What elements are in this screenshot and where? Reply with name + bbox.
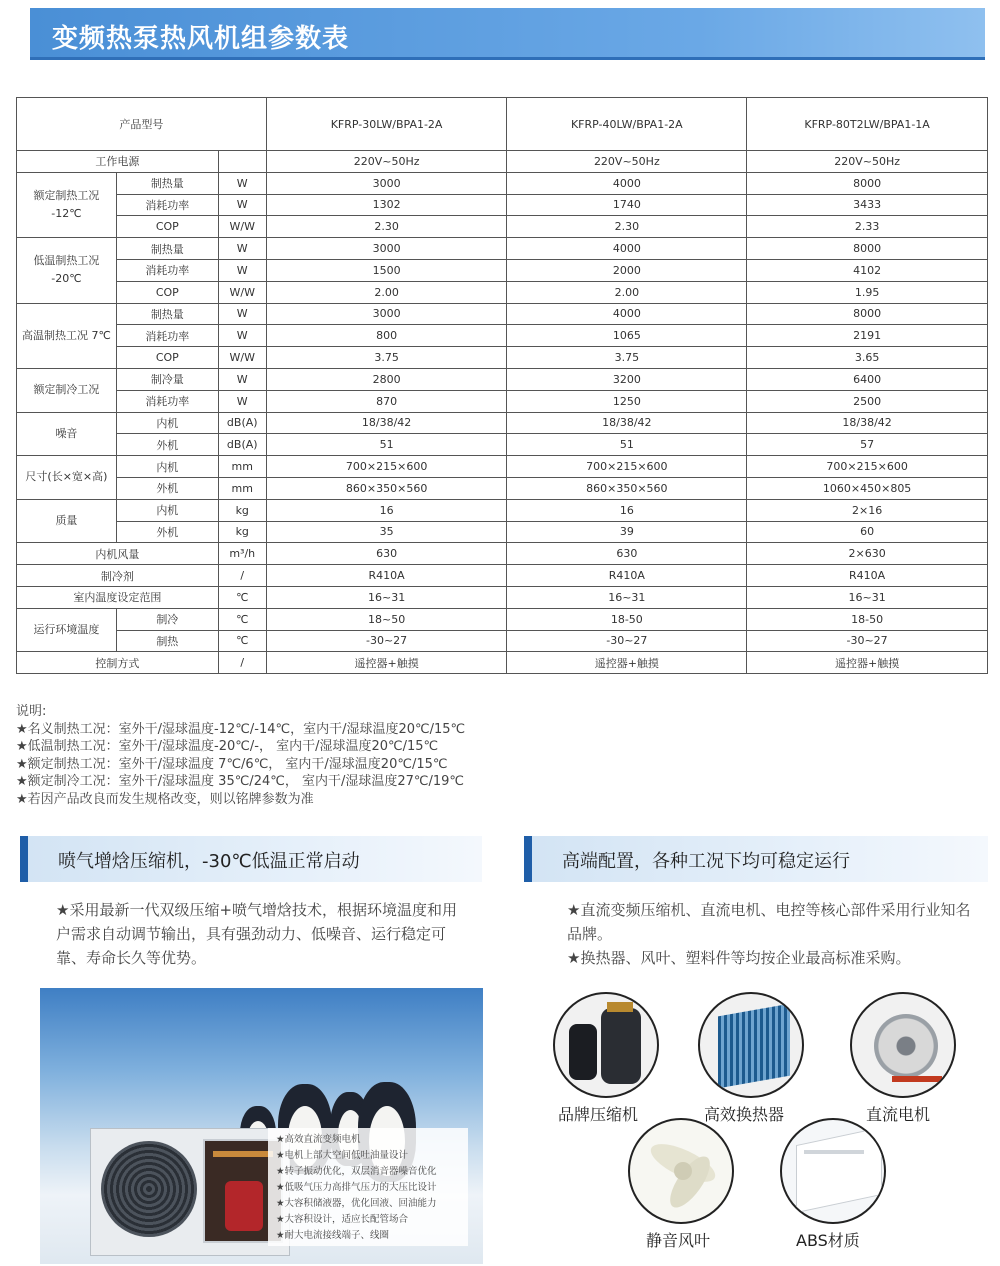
value-cell: 2191 xyxy=(747,325,988,347)
note-line: ★名义制热工况：室外干/湿球温度-12℃/-14℃，室内干/湿球温度20℃/15℃ xyxy=(16,721,466,737)
unit-cell: W xyxy=(218,390,266,412)
value-cell: R410A xyxy=(507,565,747,587)
table-row xyxy=(17,565,988,587)
spec-table xyxy=(16,97,988,674)
value-cell: 860×350×560 xyxy=(507,477,747,499)
title-banner xyxy=(30,8,985,60)
value-cell: -30~27 xyxy=(507,630,747,652)
section-right-heading-text: 高端配置，各种工况下均可稳定运行 xyxy=(562,851,850,872)
feature-item: ★大容积设计，适应长配管场合 xyxy=(276,1214,409,1225)
value-cell: R410A xyxy=(747,565,988,587)
value-cell: 8000 xyxy=(747,172,988,194)
value-cell: 2.33 xyxy=(747,216,988,238)
unit-cell: W xyxy=(218,259,266,281)
unit-cell: W xyxy=(218,238,266,260)
table-row xyxy=(17,499,988,521)
note-line: ★额定制热工况：室外干/湿球温度 7℃/6℃， 室内干/湿球温度20℃/15℃ xyxy=(16,756,448,772)
value-cell: 870 xyxy=(266,390,507,412)
value-cell: 1065 xyxy=(507,325,747,347)
value-cell: 1740 xyxy=(507,194,747,216)
group-label: 低温制热工况 -20℃ xyxy=(17,238,117,303)
value-cell: 3200 xyxy=(507,368,747,390)
unit-cell: kg xyxy=(218,499,266,521)
header-label: 产品型号 xyxy=(17,98,267,151)
unit-cell: W/W xyxy=(218,216,266,238)
unit-cell: dB(A) xyxy=(218,434,266,456)
table-row xyxy=(17,521,988,543)
item-label: 消耗功率 xyxy=(116,325,218,347)
feature-item: ★大容积储液器，优化回液、回油能力 xyxy=(276,1198,437,1209)
table-row xyxy=(17,652,988,674)
unit-cell: W xyxy=(218,194,266,216)
value-cell: -30~27 xyxy=(266,630,507,652)
item-label: 外机 xyxy=(116,434,218,456)
value-cell: 18/38/42 xyxy=(507,412,747,434)
value-cell: 2500 xyxy=(747,390,988,412)
value-cell: 8000 xyxy=(747,303,988,325)
unit-cell: ℃ xyxy=(218,630,266,652)
section-left-heading xyxy=(20,836,482,882)
item-label: 外机 xyxy=(116,477,218,499)
table-row xyxy=(17,586,988,608)
section-left-heading-text: 喷气增焓压缩机，-30℃低温正常启动 xyxy=(58,851,360,872)
value-cell: 4102 xyxy=(747,259,988,281)
value-cell: 16~31 xyxy=(747,586,988,608)
note-line: ★额定制冷工况：室外干/湿球温度 35℃/24℃， 室内干/湿球温度27℃/19℃ xyxy=(16,774,465,789)
value-cell: 16~31 xyxy=(266,586,507,608)
value-cell: 4000 xyxy=(507,303,747,325)
feature-item: ★转子振动优化，双层消音器噪音优化 xyxy=(276,1166,437,1177)
value-cell: 18/38/42 xyxy=(747,412,988,434)
group-label: 噪音 xyxy=(17,412,117,456)
value-cell: 2.00 xyxy=(507,281,747,303)
value-cell: 2.30 xyxy=(507,216,747,238)
fan-grille xyxy=(101,1141,197,1237)
table-row xyxy=(17,412,988,434)
value-cell: 3.75 xyxy=(507,347,747,369)
value-cell: 700×215×600 xyxy=(747,456,988,478)
value-cell: 51 xyxy=(266,434,507,456)
value-cell: 16~31 xyxy=(507,586,747,608)
value-cell: 1250 xyxy=(507,390,747,412)
item-label: 内机 xyxy=(116,456,218,478)
fan-blade-image xyxy=(628,1118,734,1224)
table-row xyxy=(17,543,988,565)
table-row xyxy=(17,390,988,412)
item-label: 制热量 xyxy=(116,172,218,194)
notes-heading: 说明: xyxy=(16,704,47,719)
product-photo xyxy=(40,988,483,1264)
value-cell: 2.00 xyxy=(266,281,507,303)
table-row xyxy=(17,347,988,369)
unit-cell: W xyxy=(218,368,266,390)
table-row xyxy=(17,172,988,194)
unit-cell: W/W xyxy=(218,281,266,303)
table-row xyxy=(17,238,988,260)
feature-item: ★高效直流变频电机 xyxy=(276,1134,361,1145)
unit-cell: m³/h xyxy=(218,543,266,565)
value-cell: -30~27 xyxy=(747,630,988,652)
value-cell: 遥控器+触摸 xyxy=(507,652,747,674)
value-cell: 3000 xyxy=(266,238,507,260)
feature-item: ★电机上部大空间低吐油量设计 xyxy=(276,1150,409,1161)
group-label: 尺寸(长×宽×高) xyxy=(17,456,117,500)
value-cell: 18-50 xyxy=(507,608,747,630)
value-cell: 1500 xyxy=(266,259,507,281)
row-label: 控制方式 xyxy=(17,652,219,674)
feature-list xyxy=(268,1128,468,1246)
value-cell: 630 xyxy=(507,543,747,565)
item-label: 制冷 xyxy=(116,608,218,630)
value-cell: 2×630 xyxy=(747,543,988,565)
unit-cell xyxy=(218,151,266,173)
value-cell: 2×16 xyxy=(747,499,988,521)
group-label: 运行环境温度 xyxy=(17,608,117,652)
value-cell: 16 xyxy=(507,499,747,521)
value-cell: 遥控器+触摸 xyxy=(747,652,988,674)
item-label: 制热量 xyxy=(116,238,218,260)
value-cell: R410A xyxy=(266,565,507,587)
note-line: ★若因产品改良而发生规格改变，则以铭牌参数为准 xyxy=(16,791,314,807)
outdoor-unit-image xyxy=(90,1128,290,1256)
group-label: 质量 xyxy=(17,499,117,543)
value-cell: 6400 xyxy=(747,368,988,390)
row-label: 制冷剂 xyxy=(17,565,219,587)
value-cell: 35 xyxy=(266,521,507,543)
section-left-text: ★采用最新一代双级压缩+喷气增焓技术，根据环境温度和用户需求自动调节输出，具有强劲动力、低噪音、运行稳定可靠、寿命长久等优势。 xyxy=(56,901,458,967)
unit-cell: W xyxy=(218,172,266,194)
component-caption: 高效换热器 xyxy=(704,1105,785,1124)
value-cell: 220V~50Hz xyxy=(747,151,988,173)
feature-item: ★耐大电流接线端子、线圈 xyxy=(276,1230,390,1241)
table-row xyxy=(17,303,988,325)
value-cell: 39 xyxy=(507,521,747,543)
item-label: COP xyxy=(116,216,218,238)
compressor-image xyxy=(553,992,659,1098)
table-row xyxy=(17,456,988,478)
value-cell: 51 xyxy=(507,434,747,456)
dc-motor-image xyxy=(850,992,956,1098)
unit-cell: mm xyxy=(218,456,266,478)
value-cell: 220V~50Hz xyxy=(266,151,507,173)
group-label: 额定制热工况 -12℃ xyxy=(17,172,117,237)
value-cell: 1.95 xyxy=(747,281,988,303)
section-right-text-2: ★换热器、风叶、塑料件等均按企业最高标准采购。 xyxy=(567,949,911,967)
value-cell: 1302 xyxy=(266,194,507,216)
value-cell: 2800 xyxy=(266,368,507,390)
item-label: COP xyxy=(116,347,218,369)
item-label: 制冷量 xyxy=(116,368,218,390)
page-title: 变频热泵热风机组参数表 xyxy=(52,24,350,54)
item-label: 消耗功率 xyxy=(116,390,218,412)
table-row xyxy=(17,368,988,390)
table-row xyxy=(17,434,988,456)
table-row xyxy=(17,216,988,238)
value-cell: 60 xyxy=(747,521,988,543)
row-label: 工作电源 xyxy=(17,151,219,173)
value-cell: 2.30 xyxy=(266,216,507,238)
item-label: 内机 xyxy=(116,412,218,434)
value-cell: 3.75 xyxy=(266,347,507,369)
row-label: 室内温度设定范围 xyxy=(17,586,219,608)
unit-cell: kg xyxy=(218,521,266,543)
item-label: 制热量 xyxy=(116,303,218,325)
table-row xyxy=(17,194,988,216)
group-label: 高温制热工况 7℃ xyxy=(17,303,117,368)
item-label: 外机 xyxy=(116,521,218,543)
note-line: ★低温制热工况：室外干/湿球温度-20℃/-， 室内干/湿球温度20℃/15℃ xyxy=(16,739,439,754)
model-3: KFRP-80T2LW/BPA1-1A xyxy=(747,98,988,151)
table-row xyxy=(17,477,988,499)
table-row xyxy=(17,259,988,281)
component-caption: 静音风叶 xyxy=(646,1231,711,1250)
item-label: 内机 xyxy=(116,499,218,521)
component-caption: 品牌压缩机 xyxy=(558,1105,639,1124)
unit-cell: ℃ xyxy=(218,608,266,630)
value-cell: 遥控器+触摸 xyxy=(266,652,507,674)
value-cell: 18~50 xyxy=(266,608,507,630)
table-row xyxy=(17,325,988,347)
notes xyxy=(16,703,465,808)
table-row xyxy=(17,608,988,630)
section-right-heading xyxy=(524,836,988,882)
unit-cell: dB(A) xyxy=(218,412,266,434)
value-cell: 3.65 xyxy=(747,347,988,369)
value-cell: 18/38/42 xyxy=(266,412,507,434)
feature-item: ★低吸气压力高排气压力的大压比设计 xyxy=(276,1182,437,1193)
value-cell: 16 xyxy=(266,499,507,521)
value-cell: 1060×450×805 xyxy=(747,477,988,499)
unit-cell: / xyxy=(218,652,266,674)
unit-cell: W xyxy=(218,325,266,347)
item-label: 制热 xyxy=(116,630,218,652)
value-cell: 4000 xyxy=(507,238,747,260)
value-cell: 220V~50Hz xyxy=(507,151,747,173)
unit-cell: W/W xyxy=(218,347,266,369)
value-cell: 2000 xyxy=(507,259,747,281)
value-cell: 800 xyxy=(266,325,507,347)
unit-cell: W xyxy=(218,303,266,325)
value-cell: 3433 xyxy=(747,194,988,216)
table-row xyxy=(17,630,988,652)
unit-cell: / xyxy=(218,565,266,587)
row-label: 内机风量 xyxy=(17,543,219,565)
value-cell: 3000 xyxy=(266,303,507,325)
value-cell: 860×350×560 xyxy=(266,477,507,499)
value-cell: 700×215×600 xyxy=(507,456,747,478)
unit-cell: ℃ xyxy=(218,586,266,608)
component-caption: 直流电机 xyxy=(866,1105,931,1124)
value-cell: 18-50 xyxy=(747,608,988,630)
model-1: KFRP-30LW/BPA1-2A xyxy=(266,98,507,151)
component-caption: ABS材质 xyxy=(796,1231,860,1250)
group-label: 额定制冷工况 xyxy=(17,368,117,412)
item-label: 消耗功率 xyxy=(116,194,218,216)
value-cell: 700×215×600 xyxy=(266,456,507,478)
value-cell: 3000 xyxy=(266,172,507,194)
value-cell: 8000 xyxy=(747,238,988,260)
abs-casing-image xyxy=(780,1118,886,1224)
table-row xyxy=(17,151,988,173)
model-2: KFRP-40LW/BPA1-2A xyxy=(507,98,747,151)
section-right-text-1: ★直流变频压缩机、直流电机、电控等核心部件采用行业知名品牌。 xyxy=(567,901,971,943)
item-label: 消耗功率 xyxy=(116,259,218,281)
value-cell: 630 xyxy=(266,543,507,565)
table-row xyxy=(17,281,988,303)
value-cell: 57 xyxy=(747,434,988,456)
table-header-row xyxy=(17,98,988,151)
unit-cell: mm xyxy=(218,477,266,499)
value-cell: 4000 xyxy=(507,172,747,194)
heat-exchanger-image xyxy=(698,992,804,1098)
item-label: COP xyxy=(116,281,218,303)
